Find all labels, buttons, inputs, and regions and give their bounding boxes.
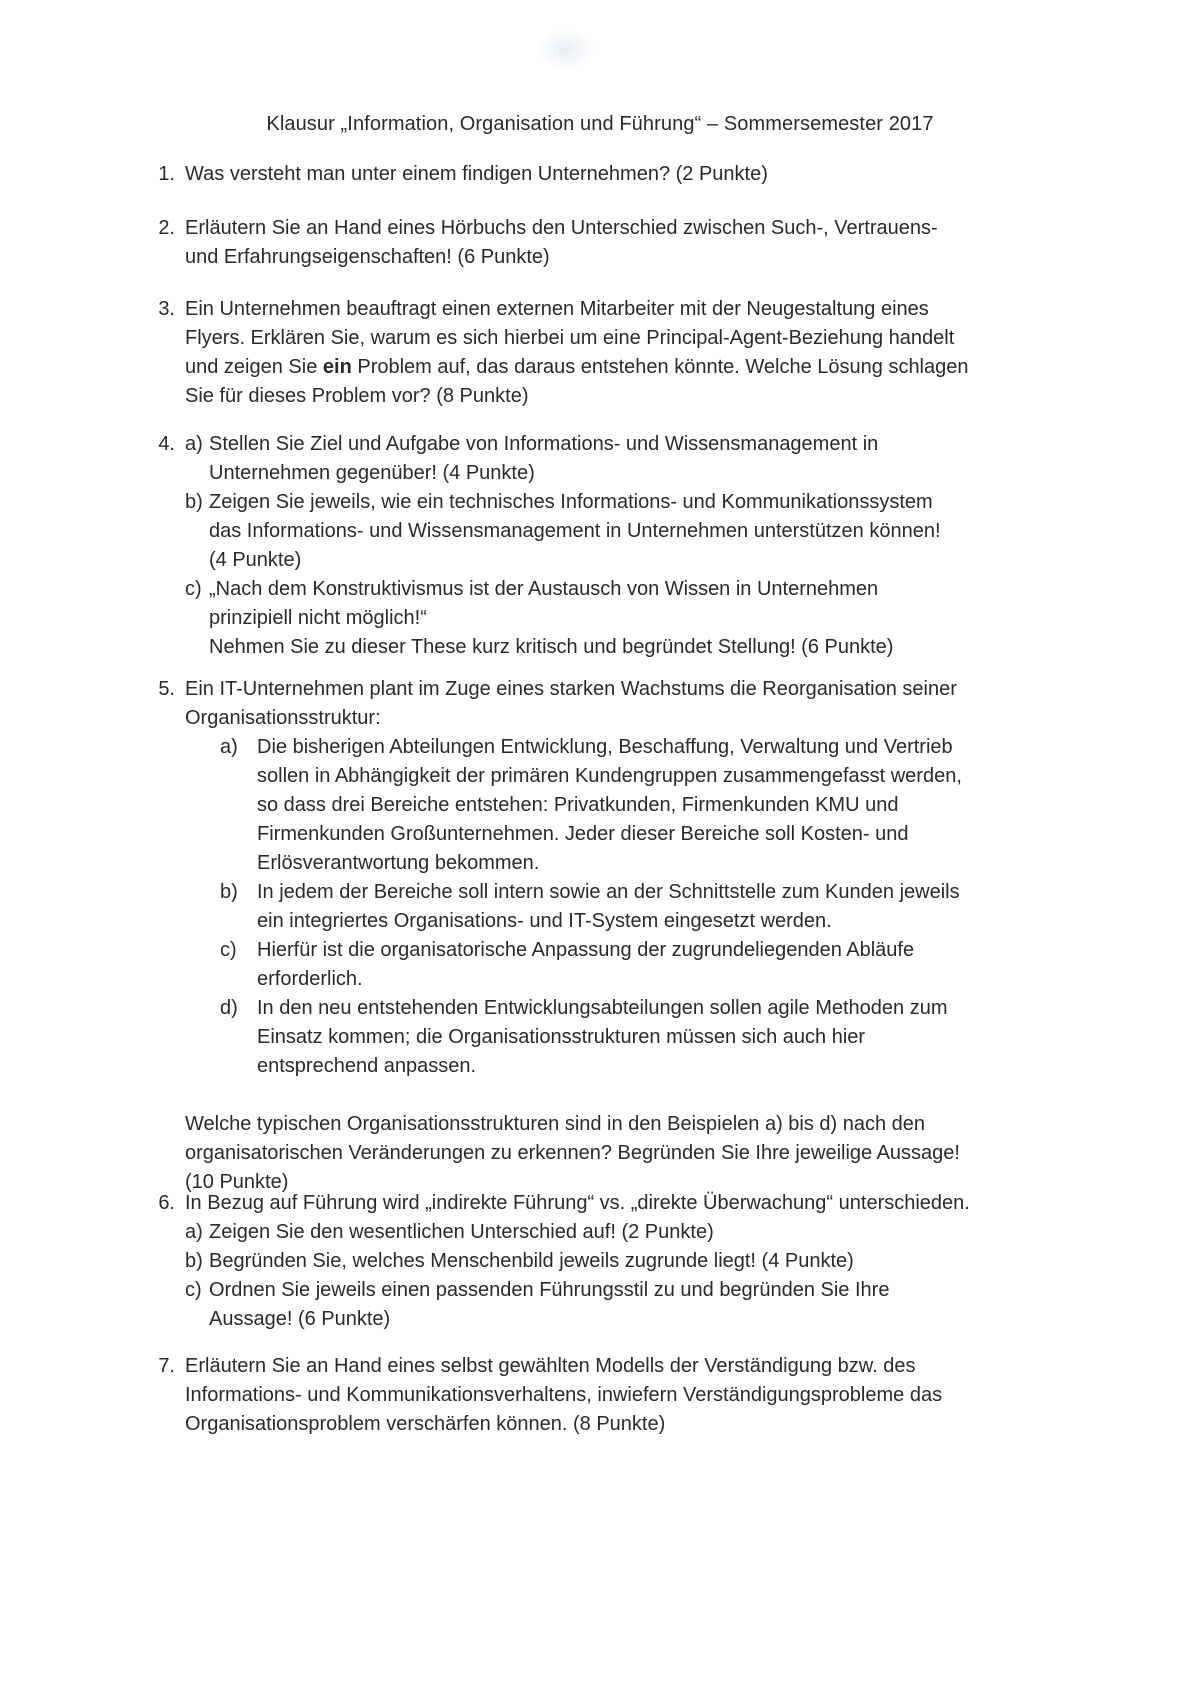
subquestion-text-line: Zeigen Sie den wesentlichen Unterschied auf! (2 Punkte) xyxy=(209,1221,714,1243)
subquestion-text-line: Erlösverantwortung bekommen. xyxy=(257,852,540,874)
subquestion-text-line: In den neu entstehenden Entwicklungsabteilungen sollen agile Methoden zum xyxy=(257,997,948,1019)
page-title: Klausur „Information, Organisation und Führung“ – Sommersemester 2017 xyxy=(266,113,934,135)
question-text-line: Erläutern Sie an Hand eines Hörbuchs den Unterschied zwischen Such-, Vertrauens- xyxy=(185,217,938,239)
question-number: 7. xyxy=(158,1355,175,1377)
question-text-line: Ein Unternehmen beauftragt einen externen Mitarbeiter mit der Neugestaltung eines xyxy=(185,298,929,320)
subquestion-text-line: das Informations- und Wissensmanagement in Unternehmen unterstützen können! xyxy=(209,520,941,542)
question-number: 3. xyxy=(158,298,175,320)
subquestion-label: a) xyxy=(185,433,203,455)
subquestion-text-line: Begründen Sie, welches Menschenbild jeweils zugrunde liegt! (4 Punkte) xyxy=(209,1250,854,1272)
subquestion-text-line: Nehmen Sie zu dieser These kurz kritisch und begründet Stellung! (6 Punkte) xyxy=(209,636,894,658)
subquestion-label: d) xyxy=(220,997,238,1019)
subquestion-text-line: ein integriertes Organisations- und IT-System eingesetzt werden. xyxy=(257,910,832,932)
subquestion-a xyxy=(185,1218,1065,1247)
question-number: 1. xyxy=(158,163,175,185)
subquestion-text-line: Hierfür ist die organisatorische Anpassung der zugrundeliegenden Abläufe xyxy=(257,939,915,961)
subquestion-text-line: Unternehmen gegenüber! (4 Punkte) xyxy=(209,462,535,484)
text-segment: Problem auf, das daraus entstehen könnte. Welche Lösung schlagen xyxy=(351,356,969,378)
subquestion-a xyxy=(185,430,1065,488)
subquestion-text-line: Aussage! (6 Punkte) xyxy=(209,1308,391,1330)
subquestion-label: b) xyxy=(185,1250,203,1272)
question-text-line: organisatorischen Veränderungen zu erkennen? Begründen Sie Ihre jeweilige Aussage! xyxy=(185,1142,960,1164)
subquestion-text-line: Stellen Sie Ziel und Aufgabe von Informations- und Wissensmanagement in xyxy=(209,433,879,455)
subquestion-text-line: so dass drei Bereiche entstehen: Privatkunden, Firmenkunden KMU und xyxy=(257,794,899,816)
question-number: 4. xyxy=(158,433,175,455)
question-number: 6. xyxy=(158,1192,175,1214)
scan-artifact xyxy=(536,28,596,70)
question-number: 5. xyxy=(158,678,175,700)
subquestion-b xyxy=(185,878,1065,936)
subquestion-text-line: erforderlich. xyxy=(257,968,363,990)
subquestion-label: c) xyxy=(185,578,202,600)
subquestion-b xyxy=(185,1247,1065,1276)
subquestion-text-line: entsprechend anpassen. xyxy=(257,1055,477,1077)
question-text-line xyxy=(185,353,1065,382)
subquestion-label: b) xyxy=(185,491,203,513)
subquestion-text-line: Die bisherigen Abteilungen Entwicklung, Beschaffung, Verwaltung und Vertrieb xyxy=(257,736,953,758)
subquestion-text-line: sollen in Abhängigkeit der primären Kundengruppen zusammengefasst werden, xyxy=(257,765,962,787)
subquestion-text-line: Zeigen Sie jeweils, wie ein technisches Informations- und Kommunikationssystem xyxy=(209,491,933,513)
subquestion-text-line: prinzipiell nicht möglich!“ xyxy=(209,607,427,629)
subquestion-c xyxy=(185,936,1065,994)
subquestion-text-line: Einsatz kommen; die Organisationsstrukturen müssen sich auch hier xyxy=(257,1026,866,1048)
emphasis-text: ein xyxy=(322,356,352,378)
subquestion-label: a) xyxy=(220,736,238,758)
subquestion-text-line: (4 Punkte) xyxy=(209,549,302,571)
subquestion-c xyxy=(185,1276,1065,1334)
subquestion-d xyxy=(185,994,1065,1081)
question-text-line: Organisationsstruktur: xyxy=(185,707,381,729)
subquestion-label: c) xyxy=(185,1279,202,1301)
question-number: 2. xyxy=(158,217,175,239)
question-text-line: Organisationsproblem verschärfen können. (8 Punkte) xyxy=(185,1413,666,1435)
question-text-line: und Erfahrungseigenschaften! (6 Punkte) xyxy=(185,246,550,268)
question-text-line: Ein IT-Unternehmen plant im Zuge eines starken Wachstums die Reorganisation seiner xyxy=(185,678,957,700)
subquestion-label: b) xyxy=(220,881,238,903)
question-text: Was versteht man unter einem findigen Unternehmen? (2 Punkte) xyxy=(185,163,768,185)
subquestion-c xyxy=(185,575,1065,662)
subquestion-label: a) xyxy=(185,1221,203,1243)
subquestion-label: c) xyxy=(220,939,237,961)
question-text-line: In Bezug auf Führung wird „indirekte Führung“ vs. „direkte Überwachung“ unterschieden. xyxy=(185,1192,970,1214)
subquestion-text-line: Firmenkunden Großunternehmen. Jeder dieser Bereiche soll Kosten- und xyxy=(257,823,909,845)
question-text-line: Sie für dieses Problem vor? (8 Punkte) xyxy=(185,385,529,407)
question-text-line: (10 Punkte) xyxy=(185,1171,289,1193)
subquestion-text-line: „Nach dem Konstruktivismus ist der Austausch von Wissen in Unternehmen xyxy=(209,578,879,600)
subquestion-text-line: In jedem der Bereiche soll intern sowie an der Schnittstelle zum Kunden jeweils xyxy=(257,881,960,903)
question-text-line: Informations- und Kommunikationsverhaltens, inwiefern Verständigungsprobleme das xyxy=(185,1384,943,1406)
subquestion-a xyxy=(185,733,1065,878)
question-text-line: Welche typischen Organisationsstrukturen sind in den Beispielen a) bis d) nach den xyxy=(185,1113,926,1135)
subquestion-text-line: Ordnen Sie jeweils einen passenden Führungsstil zu und begründen Sie Ihre xyxy=(209,1279,890,1301)
text-segment: und zeigen Sie xyxy=(185,356,323,378)
question-text-line: Erläutern Sie an Hand eines selbst gewählten Modells der Verständigung bzw. des xyxy=(185,1355,916,1377)
subquestion-b xyxy=(185,488,1065,575)
question-text-line: Flyers. Erklären Sie, warum es sich hierbei um eine Principal-Agent-Beziehung handelt xyxy=(185,327,955,349)
